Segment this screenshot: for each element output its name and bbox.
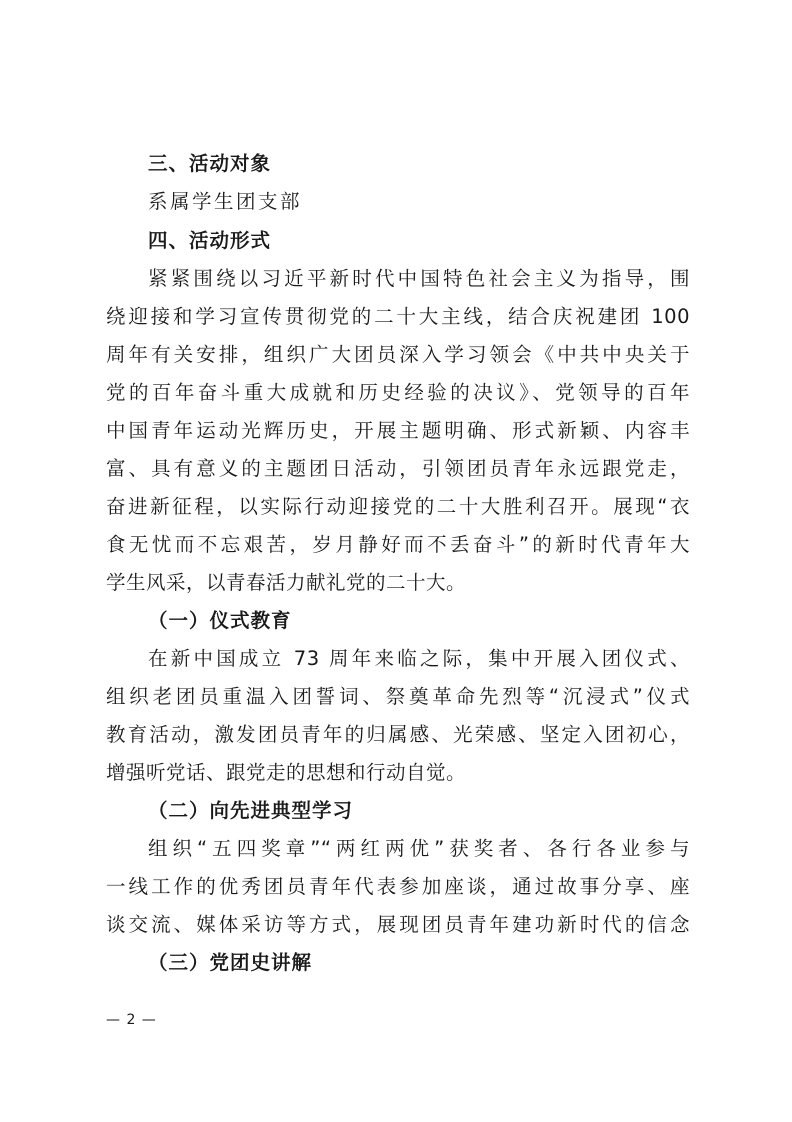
paragraph-line: 学生风采，以青春活力献礼党的二十大。 (106, 571, 467, 594)
paragraph-line: 绕迎接和学习宣传贯彻党的二十大主线，结合庆祝建团 100 (106, 305, 690, 328)
subsection-heading-party-history: （三）党团史讲解 (148, 951, 313, 974)
paragraph-line: 组织“五四奖章”“两红两优”获奖者、各行各业参与 (148, 837, 690, 860)
paragraph-line: 周年有关安排，组织广大团员深入学习领会《中共中央关于 (106, 343, 690, 366)
activity-target-text: 系属学生团支部 (148, 190, 303, 213)
page-number: — 2 — (106, 1012, 157, 1028)
paragraph-line: 一线工作的优秀团员青年代表参加座谈，通过故事分享、座 (106, 875, 690, 898)
paragraph-line: 食无忧而不忘艰苦，岁月静好而不丢奋斗”的新时代青年大 (106, 533, 690, 556)
section-heading-activity-target: 三、活动对象 (148, 152, 272, 175)
paragraph-line: 中国青年运动光辉历史，开展主题明确、形式新颖、内容丰 (106, 419, 690, 442)
subsection-heading-learn-from-models: （二）向先进典型学习 (148, 799, 354, 822)
paragraph-line: 谈交流、媒体采访等方式，展现团员青年建功新时代的信念 (106, 913, 690, 936)
paragraph-line: 党的百年奋斗重大成就和历史经验的决议》、党领导的百年 (106, 381, 690, 404)
paragraph-line: 在新中国成立 73 周年来临之际，集中开展入团仪式、 (148, 647, 690, 670)
paragraph-line: 教育活动，激发团员青年的归属感、光荣感、坚定入团初心， (106, 723, 690, 746)
paragraph-line: 富、具有意义的主题团日活动，引领团员青年永远跟党走， (106, 457, 690, 480)
section-heading-activity-form: 四、活动形式 (148, 229, 272, 252)
paragraph-line: 增强听党话、跟党走的思想和行动自觉。 (106, 761, 467, 784)
paragraph-line: 紧紧围绕以习近平新时代中国特色社会主义为指导，围 (148, 267, 690, 290)
subsection-heading-ceremony-education: （一）仪式教育 (148, 609, 292, 632)
paragraph-line: 组织老团员重温入团誓词、祭奠革命先烈等“沉浸式”仪式 (106, 685, 690, 708)
paragraph-line: 奋进新征程，以实际行动迎接党的二十大胜利召开。展现“衣 (106, 495, 690, 518)
